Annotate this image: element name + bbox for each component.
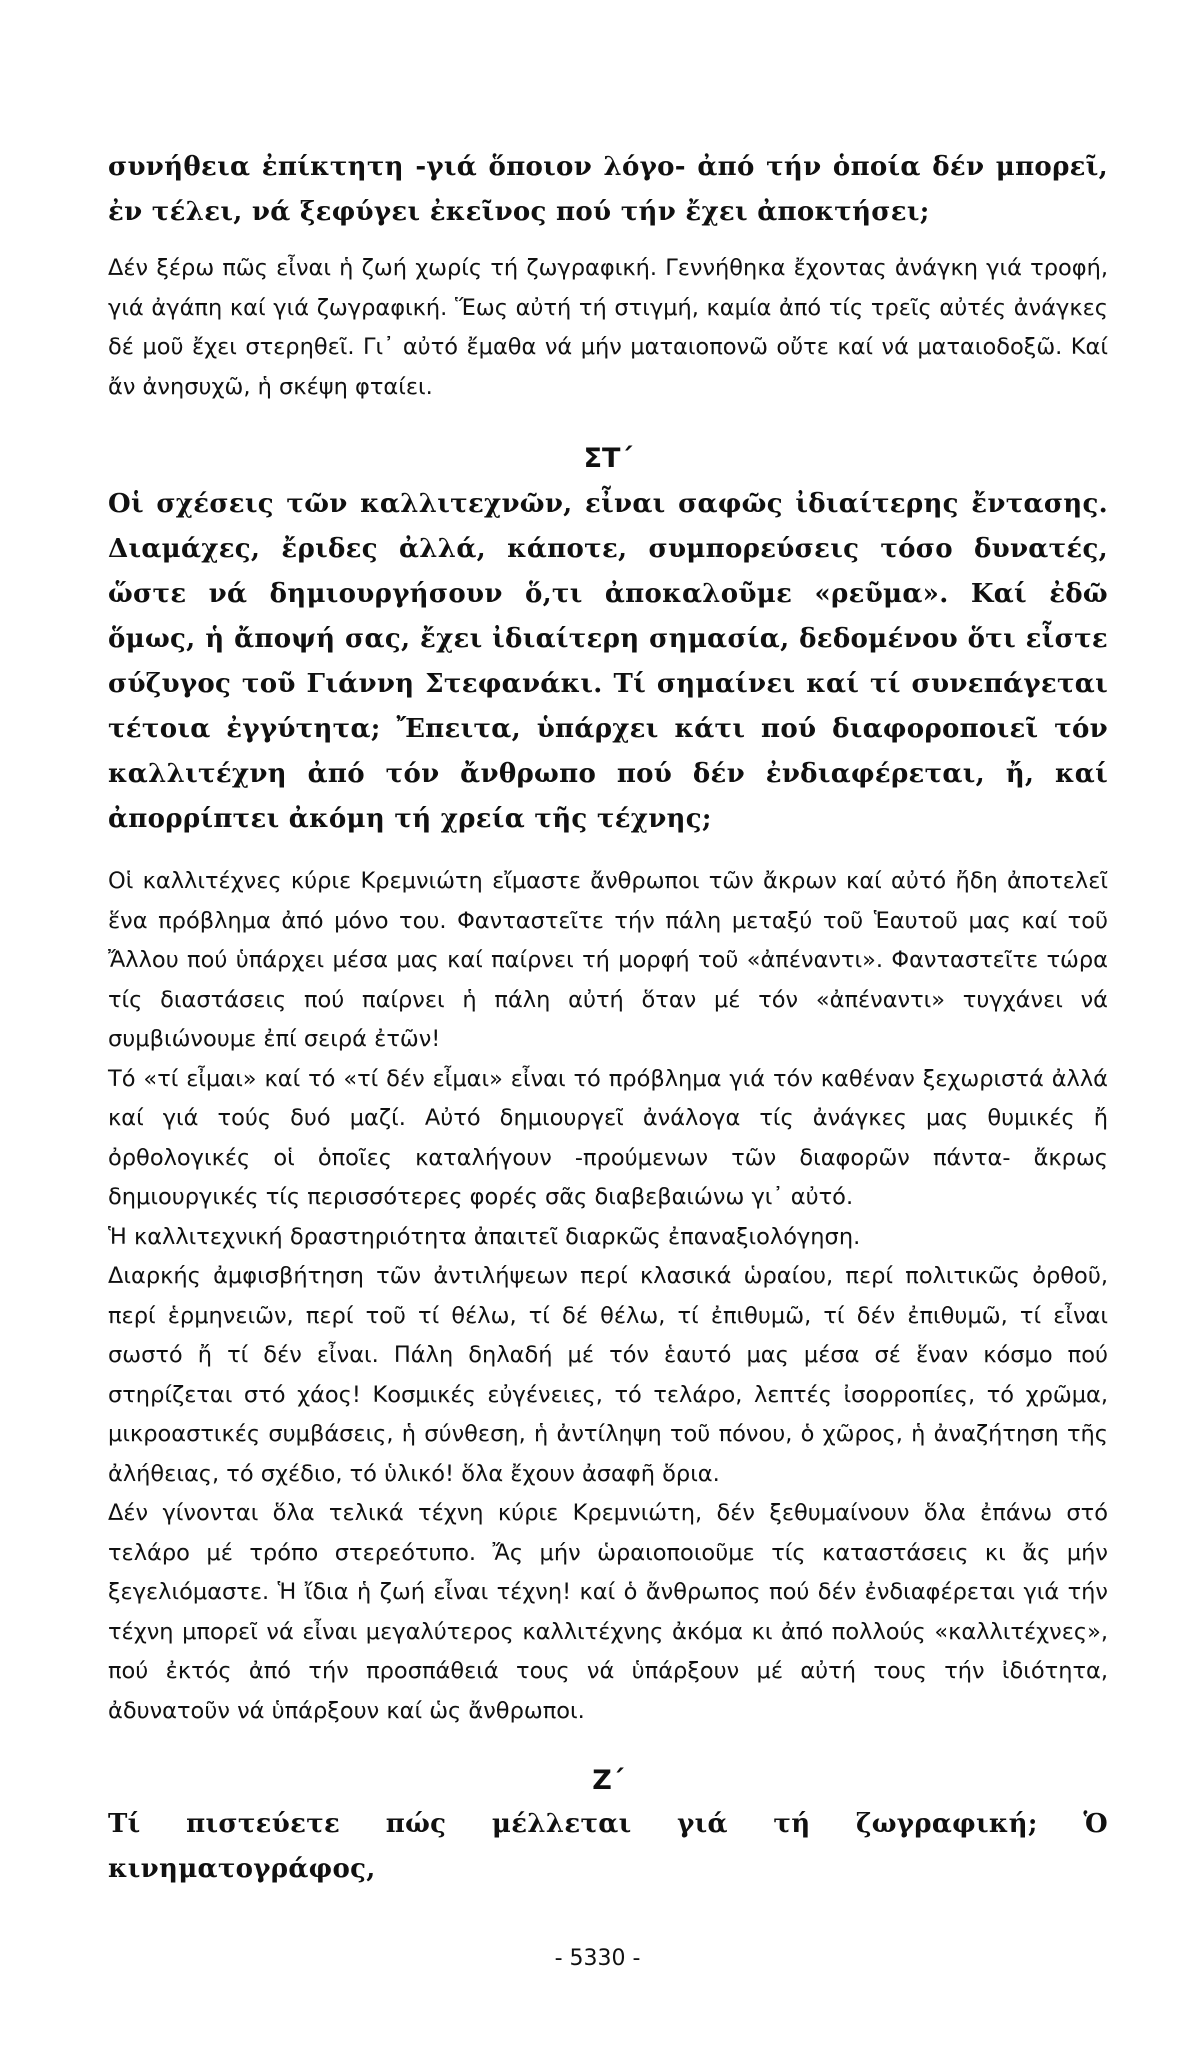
answer-paragraph: Δέν γίνονται ὅλα τελικά τέχνη κύριε Κρεμνιώτη, δέν ξεθυμαίνουν ὅλα ἐπάνω στό τελάρο μέ τρόπο στερεότυπο. Ἄς μήν ὡραιοποιοῦμε τίς καταστάσεις κι ἄς μήν ξεγελιόμαστε. Ἡ ἴδια ἡ ζωή εἶναι τέχνη! καί ὁ ἄνθρωπος πού δέν ἐνδιαφέρεται γιά τήν τέχνη μπορεῖ νά εἶναι μεγαλύτερος καλλιτέχνης ἀκόμα κι ἀπό πολλούς «καλλιτέχνες», πού ἐκτός ἀπό τήν προσπάθειά τους νά ὑπάρξουν μέ αὐτή τους τήν ἰδιότητα, ἀδυνατοῦν νά ὑπάρξουν καί ὡς ἄνθρωποι. — [108, 1500, 1108, 1724]
answer-paragraph: Διαρκής ἀμφισβήτηση τῶν ἀντιλήψεων περί κλασικά ὡραίου, περί πολιτικῶς ὀρθοῦ, περί ἑρμηνειῶν, περί τοῦ τί θέλω, τί δέ θέλω, τί ἐπιθυμῶ, τί δέν ἐπιθυμῶ, τί εἶναι σωστό ἤ τί δέν εἶναι. Πάλη δηλαδή μέ τόν ἑαυτό μας μέσα σέ ἕναν κόσμο πού στηρίζεται στό χάος! Κοσμικές εὐγένειες, τό τελάρο, λεπτές ἰσορροπίες, τό χρῶμα, μικροαστικές συμβάσεις, ἡ σύνθεση, ἡ ἀντίληψη τοῦ πόνου, ὁ χῶρος, ἡ ἀναζήτηση τῆς ἀλήθειας, τό σχέδιο, τό ὑλικό! ὅλα ἔχουν ἀσαφῆ ὅρια. — [108, 1263, 1108, 1487]
answer-paragraph: Τό «τί εἶμαι» καί τό «τί δέν εἶμαι» εἶναι τό πρόβλημα γιά τόν καθέναν ξεχωριστά ἀλλά καί γιά τούς δυό μαζί. Αὐτό δημιουργεῖ ἀνάλογα τίς ἀνάγκες μας θυμικές ἤ ὀρθολογικές οἱ ὁποῖες καταλήγουν -προύμενων τῶν διαφορῶν πάντα- ἄκρως δημιουργικές τίς περισσότερες φορές σᾶς διαβεβαιώνω γι᾽ αὐτό. — [108, 1065, 1108, 1210]
answer-paragraph: Δέν ξέρω πῶς εἶναι ἡ ζωή χωρίς τή ζωγραφική. Γεννήθηκα ἔχοντας ἀνάγκη γιά τροφή, γιά ἀγάπη καί γιά ζωγραφική. Ἕως αὐτή τή στιγμή, καμία ἀπό τίς τρεῖς αὐτές ἀνάγκες δέ μοῦ ἔχει στερηθεῖ. Γι᾽ αὐτό ἔμαθα νά μήν ματαιοπονῶ οὔτε καί νά ματαιοδοξῶ. Καί ἄν ἀνησυχῶ, ἡ σκέψη φταίει. — [108, 255, 1108, 400]
answer-paragraph: Οἱ καλλιτέχνες κύριε Κρεμνιώτη εἴμαστε ἄνθρωποι τῶν ἄκρων καί αὐτό ἤδη ἀποτελεῖ ἕνα πρόβλημα ἀπό μόνο του. Φανταστεῖτε τήν πάλη μεταξύ τοῦ Ἑαυτοῦ μας καί τοῦ Ἄλλου πού ὑπάρχει μέσα μας καί παίρνει τή μορφή τοῦ «ἀπέναντι». Φανταστεῖτε τώρα τίς διαστάσεις πού παίρνει ἡ πάλη αὐτή ὅταν μέ τόν «ἀπέναντι» τυγχάνει νά συμβιώνουμε ἐπί σειρά ἐτῶν! — [108, 868, 1108, 1052]
section-heading-st: ΣΤ΄ — [583, 443, 633, 474]
page-number: - 5330 - — [554, 1946, 641, 1971]
question-st: Οἱ σχέσεις τῶν καλλιτεχνῶν, εἶναι σαφῶς ἰδιαίτερης ἔντασης. Διαμάχες, ἔριδες ἀλλά, κάποτε, συμπορεύσεις τόσο δυνατές, ὥστε νά δημιουργήσουν ὅ,τι ἀποκαλοῦμε «ρεῦμα». Καί ἐδῶ ὅμως, ἡ ἄποψή σας, ἔχει ἰδιαίτερη σημασία, δεδομένου ὅτι εἶστε σύζυγος τοῦ Γιάννη Στεφανάκι. Τί σημαίνει καί τί συνεπάγεται τέτοια ἐγγύτητα; Ἔπειτα, ὑπάρχει κάτι πού διαφοροποιεῖ τόν καλλιτέχνη ἀπό τόν ἄνθρωπο πού δέν ἐνδιαφέρεται, ἤ, καί ἀπορρίπτει ἀκόμη τή χρεία τῆς τέχνης; — [108, 489, 1108, 834]
question-z: Τί πιστεύετε πώς μέλλεται γιά τή ζωγραφική; Ὁ κινηματογράφος, — [108, 1809, 1108, 1884]
page-body — [108, 145, 1108, 1892]
question-continuation: συνήθεια ἐπίκτητη -γιά ὅποιον λόγο- ἀπό τήν ὁποία δέν μπορεῖ, ἐν τέλει, νά ξεφύγει ἐκεῖνος πού τήν ἔχει ἀποκτήσει; — [108, 152, 1108, 227]
section-heading-z: Ζ΄ — [592, 1765, 624, 1796]
answer-paragraph: Ἡ καλλιτεχνική δραστηριότητα ἀπαιτεῖ διαρκῶς ἐπαναξιολόγηση. — [108, 1223, 861, 1250]
